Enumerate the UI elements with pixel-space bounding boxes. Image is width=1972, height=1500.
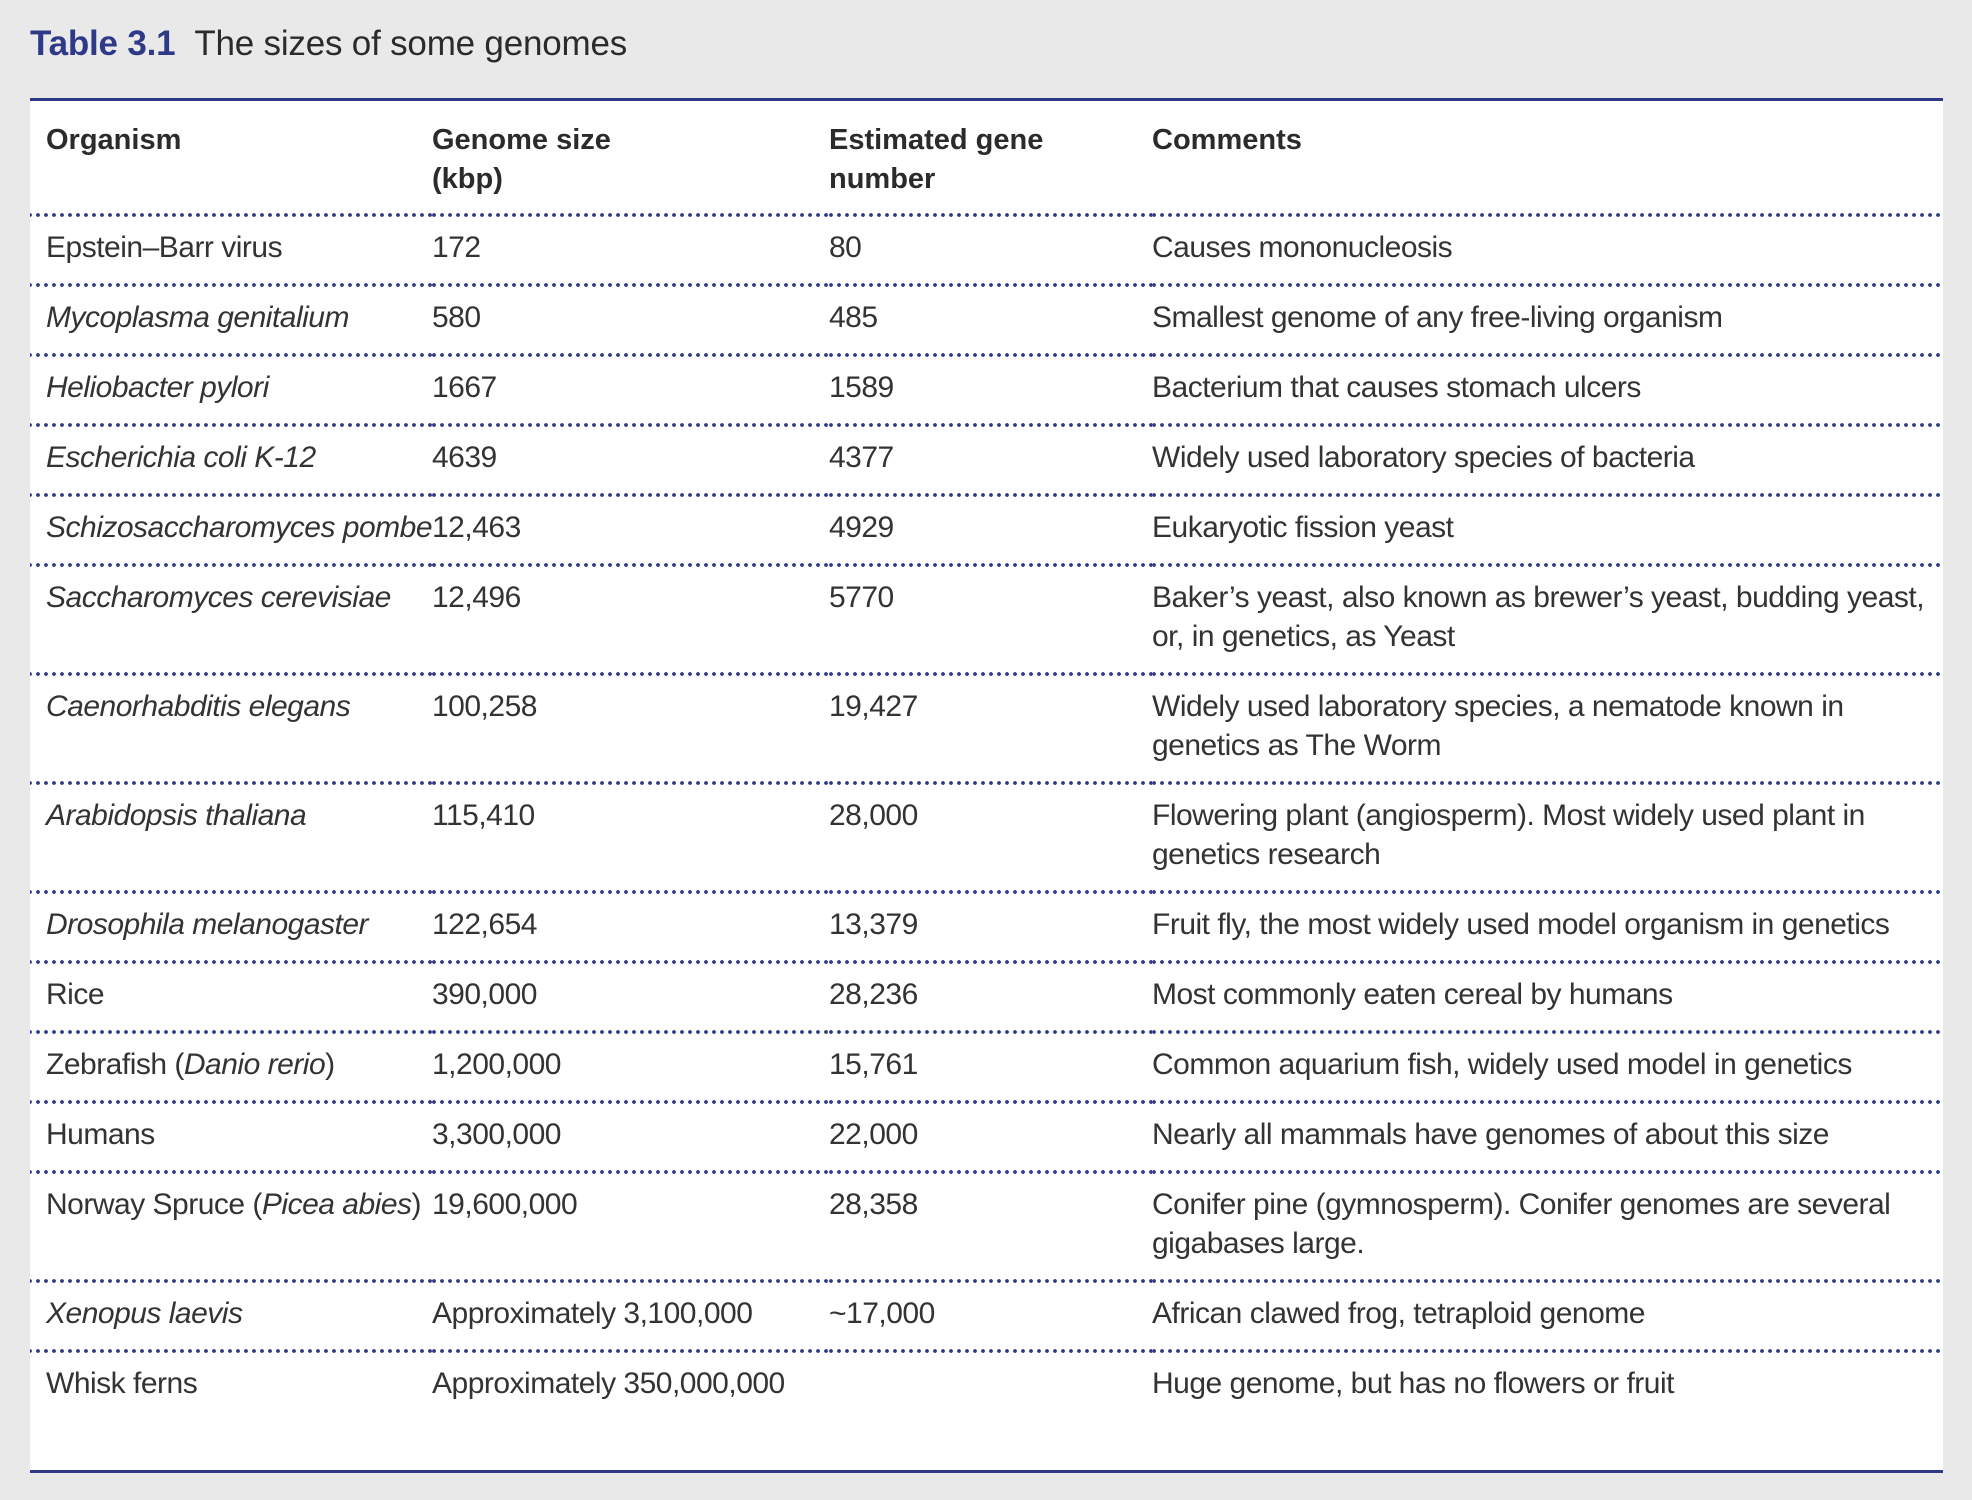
organism-name: Drosophila melanogaster bbox=[46, 908, 369, 941]
comment-cell: Common aquarium fish, widely used model in genetics bbox=[1152, 1030, 1943, 1100]
header-comments-label: Comments bbox=[1152, 124, 1302, 156]
organism-name: Schizosaccharomyces pombe bbox=[46, 511, 433, 544]
organism-name: Humans bbox=[46, 1118, 155, 1151]
header-comments bbox=[1152, 101, 1943, 213]
organism-name-close: ) bbox=[325, 1048, 335, 1081]
table-row bbox=[30, 781, 1943, 890]
header-genome-size-label: Genome size bbox=[432, 124, 611, 156]
organism-name: Zebrafish ( bbox=[46, 1048, 184, 1081]
header-gene-number-label: Estimated gene bbox=[829, 124, 1044, 156]
organism-cell bbox=[30, 213, 432, 283]
genome-size-cell: 3,300,000 bbox=[432, 1100, 829, 1170]
table-title: The sizes of some genomes bbox=[194, 24, 628, 63]
comment-cell: Flowering plant (angiosperm). Most widely used plant in genetics research bbox=[1152, 781, 1943, 890]
organism-cell bbox=[30, 283, 432, 353]
table-row bbox=[30, 1100, 1943, 1170]
organism-name: Arabidopsis thaliana bbox=[46, 799, 307, 832]
genome-size-cell: 580 bbox=[432, 283, 829, 353]
table-row bbox=[30, 1349, 1943, 1419]
genome-size-cell: 100,258 bbox=[432, 672, 829, 781]
genome-size-cell: 122,654 bbox=[432, 890, 829, 960]
organism-cell bbox=[30, 672, 432, 781]
organism-name: Heliobacter pylori bbox=[46, 371, 269, 404]
organism-cell bbox=[30, 890, 432, 960]
comment-cell: African clawed frog, tetraploid genome bbox=[1152, 1279, 1943, 1349]
genome-size-cell: Approximately 3,100,000 bbox=[432, 1279, 829, 1349]
genome-size-cell: 1,200,000 bbox=[432, 1030, 829, 1100]
gene-number-cell: 19,427 bbox=[829, 672, 1152, 781]
gene-number-cell bbox=[829, 1349, 1152, 1419]
header-genome-size-unit: (kbp) bbox=[432, 163, 503, 195]
organism-cell bbox=[30, 960, 432, 1030]
table-row bbox=[30, 563, 1943, 672]
gene-number-cell: 28,000 bbox=[829, 781, 1152, 890]
genome-size-cell: 115,410 bbox=[432, 781, 829, 890]
table-row bbox=[30, 1170, 1943, 1279]
comment-cell: Conifer pine (gymnosperm). Conifer genomes are several gigabases large. bbox=[1152, 1170, 1943, 1279]
table-row bbox=[30, 1279, 1943, 1349]
genome-size-cell: 12,463 bbox=[432, 493, 829, 563]
organism-name: Caenorhabditis elegans bbox=[46, 690, 351, 723]
gene-number-cell: 4377 bbox=[829, 423, 1152, 493]
gene-number-cell: 15,761 bbox=[829, 1030, 1152, 1100]
header-gene-number bbox=[829, 101, 1152, 213]
gene-number-cell: 28,358 bbox=[829, 1170, 1152, 1279]
genome-size-cell: 172 bbox=[432, 213, 829, 283]
header-organism-label: Organism bbox=[46, 124, 182, 156]
organism-name: Escherichia coli bbox=[46, 441, 247, 474]
genome-size-cell: 12,496 bbox=[432, 563, 829, 672]
comment-cell: Baker’s yeast, also known as brewer’s yeast, budding yeast, or, in genetics, as Yeast bbox=[1152, 563, 1943, 672]
gene-number-cell: 485 bbox=[829, 283, 1152, 353]
gene-number-cell: 4929 bbox=[829, 493, 1152, 563]
gene-number-cell: 22,000 bbox=[829, 1100, 1152, 1170]
organism-cell bbox=[30, 493, 432, 563]
organism-cell bbox=[30, 353, 432, 423]
comment-cell: Nearly all mammals have genomes of about this size bbox=[1152, 1100, 1943, 1170]
genome-size-cell: 390,000 bbox=[432, 960, 829, 1030]
comment-cell: Bacterium that causes stomach ulcers bbox=[1152, 353, 1943, 423]
table-row bbox=[30, 672, 1943, 781]
organism-cell bbox=[30, 1100, 432, 1170]
gene-number-cell: 80 bbox=[829, 213, 1152, 283]
gene-number-cell: 13,379 bbox=[829, 890, 1152, 960]
comment-cell: Fruit fly, the most widely used model organism in genetics bbox=[1152, 890, 1943, 960]
genome-size-cell: 1667 bbox=[432, 353, 829, 423]
organism-name: Norway Spruce ( bbox=[46, 1188, 262, 1221]
genome-size-cell: 19,600,000 bbox=[432, 1170, 829, 1279]
genome-size-cell: 4639 bbox=[432, 423, 829, 493]
header-organism bbox=[30, 101, 432, 213]
table-row bbox=[30, 960, 1943, 1030]
gene-number-cell: 28,236 bbox=[829, 960, 1152, 1030]
table-label: Table 3.1 bbox=[30, 24, 176, 63]
comment-cell: Most commonly eaten cereal by humans bbox=[1152, 960, 1943, 1030]
organism-cell bbox=[30, 1170, 432, 1279]
organism-name: Saccharomyces cerevisiae bbox=[46, 581, 391, 614]
organism-cell bbox=[30, 563, 432, 672]
table-row bbox=[30, 1030, 1943, 1100]
comment-cell: Eukaryotic fission yeast bbox=[1152, 493, 1943, 563]
header-gene-number-cont: number bbox=[829, 163, 936, 195]
table-row bbox=[30, 283, 1943, 353]
organism-name: Xenopus laevis bbox=[46, 1297, 243, 1330]
organism-cell bbox=[30, 1349, 432, 1419]
comment-cell: Huge genome, but has no flowers or fruit bbox=[1152, 1349, 1943, 1419]
header-row bbox=[30, 101, 1943, 213]
comment-cell: Widely used laboratory species of bacteria bbox=[1152, 423, 1943, 493]
organism-cell bbox=[30, 423, 432, 493]
organism-name: Rice bbox=[46, 978, 105, 1011]
table-row bbox=[30, 353, 1943, 423]
organism-name: Epstein–Barr virus bbox=[46, 231, 283, 264]
table-row bbox=[30, 423, 1943, 493]
organism-name: Whisk ferns bbox=[46, 1367, 198, 1400]
comment-cell: Causes mononucleosis bbox=[1152, 213, 1943, 283]
comment-cell: Widely used laboratory species, a nematode known in genetics as The Worm bbox=[1152, 672, 1943, 781]
organism-strain: K-12 bbox=[246, 441, 316, 474]
header-genome-size bbox=[432, 101, 829, 213]
organism-cell bbox=[30, 1279, 432, 1349]
organism-name: Mycoplasma genitalium bbox=[46, 301, 349, 334]
table-row bbox=[30, 493, 1943, 563]
table-row bbox=[30, 890, 1943, 960]
organism-scientific-name: Danio rerio bbox=[183, 1048, 326, 1081]
table-caption bbox=[30, 24, 627, 64]
organism-cell bbox=[30, 1030, 432, 1100]
gene-number-cell: 5770 bbox=[829, 563, 1152, 672]
genome-table bbox=[30, 101, 1943, 1419]
table-row bbox=[30, 213, 1943, 283]
organism-name-close: ) bbox=[411, 1188, 422, 1221]
organism-scientific-name: Picea abies bbox=[261, 1188, 412, 1221]
gene-number-cell: 1589 bbox=[829, 353, 1152, 423]
gene-number-cell: ~17,000 bbox=[829, 1279, 1152, 1349]
genome-size-cell: Approximately 350,000,000 bbox=[432, 1349, 829, 1419]
comment-cell: Smallest genome of any free-living organism bbox=[1152, 283, 1943, 353]
genome-table-panel bbox=[30, 98, 1943, 1473]
organism-cell bbox=[30, 781, 432, 890]
